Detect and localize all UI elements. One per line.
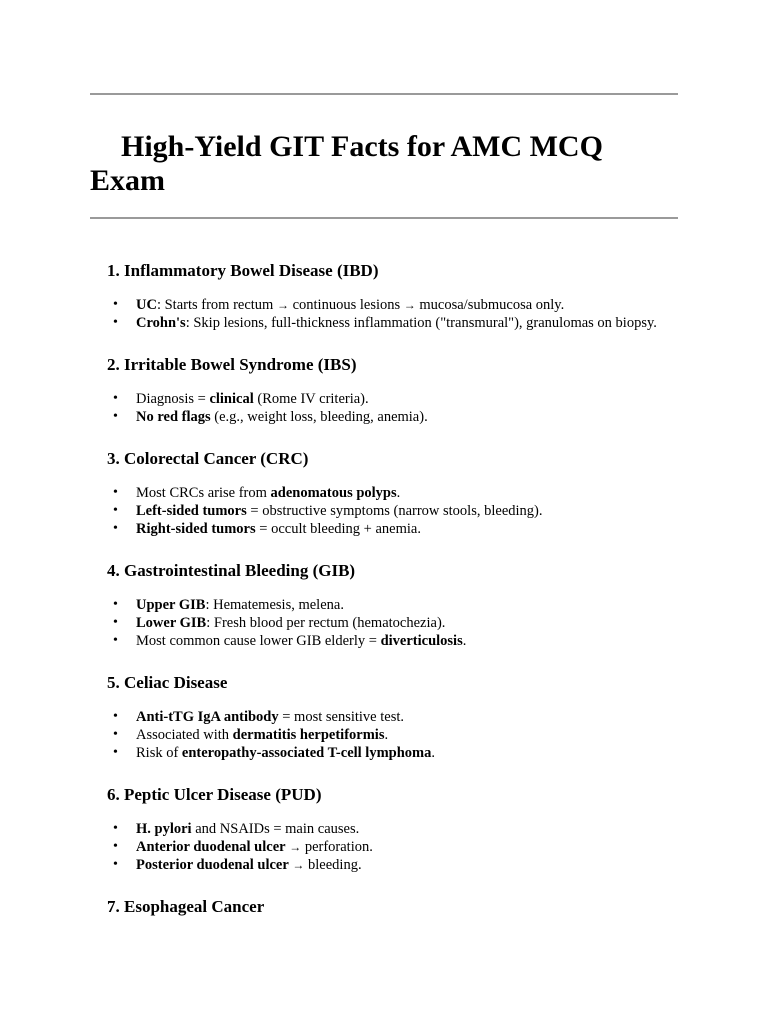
bold-term: diverticulosis [380, 633, 463, 649]
bullet-text: (e.g., weight loss, bleeding, anemia). [210, 409, 428, 425]
bullet-text: : Starts from rectum [156, 297, 277, 313]
bullet-item [107, 296, 678, 314]
bullet-list [107, 596, 678, 650]
bullet-list [107, 390, 678, 426]
bold-term: Right-sided tumors [136, 521, 256, 537]
bullet-item [107, 408, 678, 426]
page-title: High-Yield GIT Facts for AMC MCQ Exam [90, 130, 603, 197]
bullet-item [107, 632, 678, 650]
section-heading: 4. Gastrointestinal Bleeding (GIB) [107, 561, 356, 580]
bullet-item [107, 502, 678, 520]
bullet-text: . [462, 633, 467, 649]
bullet-text: Most CRCs arise from [136, 485, 271, 501]
bold-term: Anti-tTG IgA antibody [136, 709, 279, 725]
bullet-text: (Rome IV criteria). [253, 391, 369, 407]
bullet-text: . [431, 745, 435, 761]
bullet-list [107, 820, 678, 874]
bold-term: Left-sided tumors [136, 503, 247, 519]
bullet-list [107, 296, 678, 332]
bullet-text: Most common cause lower GIB elderly = [136, 633, 381, 649]
bullet-text: = obstructive symptoms (narrow stools, bleeding). [246, 503, 543, 519]
bullet-text: = occult bleeding + anemia. [255, 521, 421, 537]
bold-term: Anterior duodenal ulcer [136, 839, 286, 855]
bullet-text: . [396, 485, 401, 501]
title-divider [90, 217, 678, 219]
section-heading: 1. Inflammatory Bowel Disease (IBD) [107, 261, 379, 280]
bullet-item [107, 390, 678, 408]
bold-term: clinical [209, 391, 254, 407]
bullet-text: : Hematemesis, melena. [205, 597, 344, 613]
section-heading: 5. Celiac Disease [107, 673, 228, 692]
bullet-text: and NSAIDs = main causes. [191, 821, 360, 837]
bullet-item [107, 708, 678, 726]
document-page [90, 0, 678, 918]
bullet-item [107, 314, 678, 332]
section-heading: 2. Irritable Bowel Syndrome (IBS) [107, 355, 357, 374]
bullet-text: perforation. [301, 839, 373, 855]
bullet-text: Risk of [136, 745, 182, 761]
bold-term: No red flags [136, 409, 211, 425]
bold-term: Crohn's [136, 315, 186, 331]
section-heading: 3. Colorectal Cancer (CRC) [107, 449, 309, 468]
bullet-item [107, 820, 678, 838]
arrow-glyph: → [403, 298, 416, 312]
bold-term: H. pylori [136, 821, 192, 837]
bullet-text: = most sensitive test. [278, 709, 405, 725]
bullet-text: : Fresh blood per rectum (hematochezia). [206, 615, 446, 631]
arrow-glyph: → [289, 840, 302, 854]
bold-term: UC [136, 297, 157, 313]
bullet-text: mucosa/submucosa only. [415, 297, 565, 313]
bullet-item [107, 856, 678, 874]
bullet-list [107, 484, 678, 538]
arrow-glyph: → [276, 298, 289, 312]
top-divider [90, 93, 678, 95]
bullet-item [107, 838, 678, 856]
bullet-text: Diagnosis = [136, 391, 210, 407]
bullet-list [107, 708, 678, 762]
bullet-text: . [384, 727, 389, 743]
bullet-item [107, 744, 678, 762]
bold-term: dermatitis herpetiformis [232, 727, 385, 743]
bold-term: Posterior duodenal ulcer [136, 857, 289, 873]
bullet-text: continuous lesions [288, 297, 404, 313]
bullet-text: bleeding. [304, 857, 362, 873]
bullet-item [107, 596, 678, 614]
bullet-item [107, 520, 678, 538]
sections-container [90, 260, 678, 918]
arrow-glyph: → [292, 858, 305, 872]
bold-term: enteropathy-associated T-cell lymphoma [181, 745, 432, 761]
bullet-item [107, 614, 678, 632]
bold-term: adenomatous polyps [270, 485, 397, 501]
section-heading: 7. Esophageal Cancer [107, 897, 265, 916]
bullet-text: Associated with [136, 727, 233, 743]
bullet-item [107, 484, 678, 502]
bullet-item [107, 726, 678, 744]
bold-term: Upper GIB [136, 597, 206, 613]
section-heading: 6. Peptic Ulcer Disease (PUD) [107, 785, 322, 804]
bold-term: Lower GIB [136, 615, 207, 631]
bullet-text: : Skip lesions, full-thickness inflammation ("transmural"), granulomas on biopsy. [185, 315, 657, 331]
